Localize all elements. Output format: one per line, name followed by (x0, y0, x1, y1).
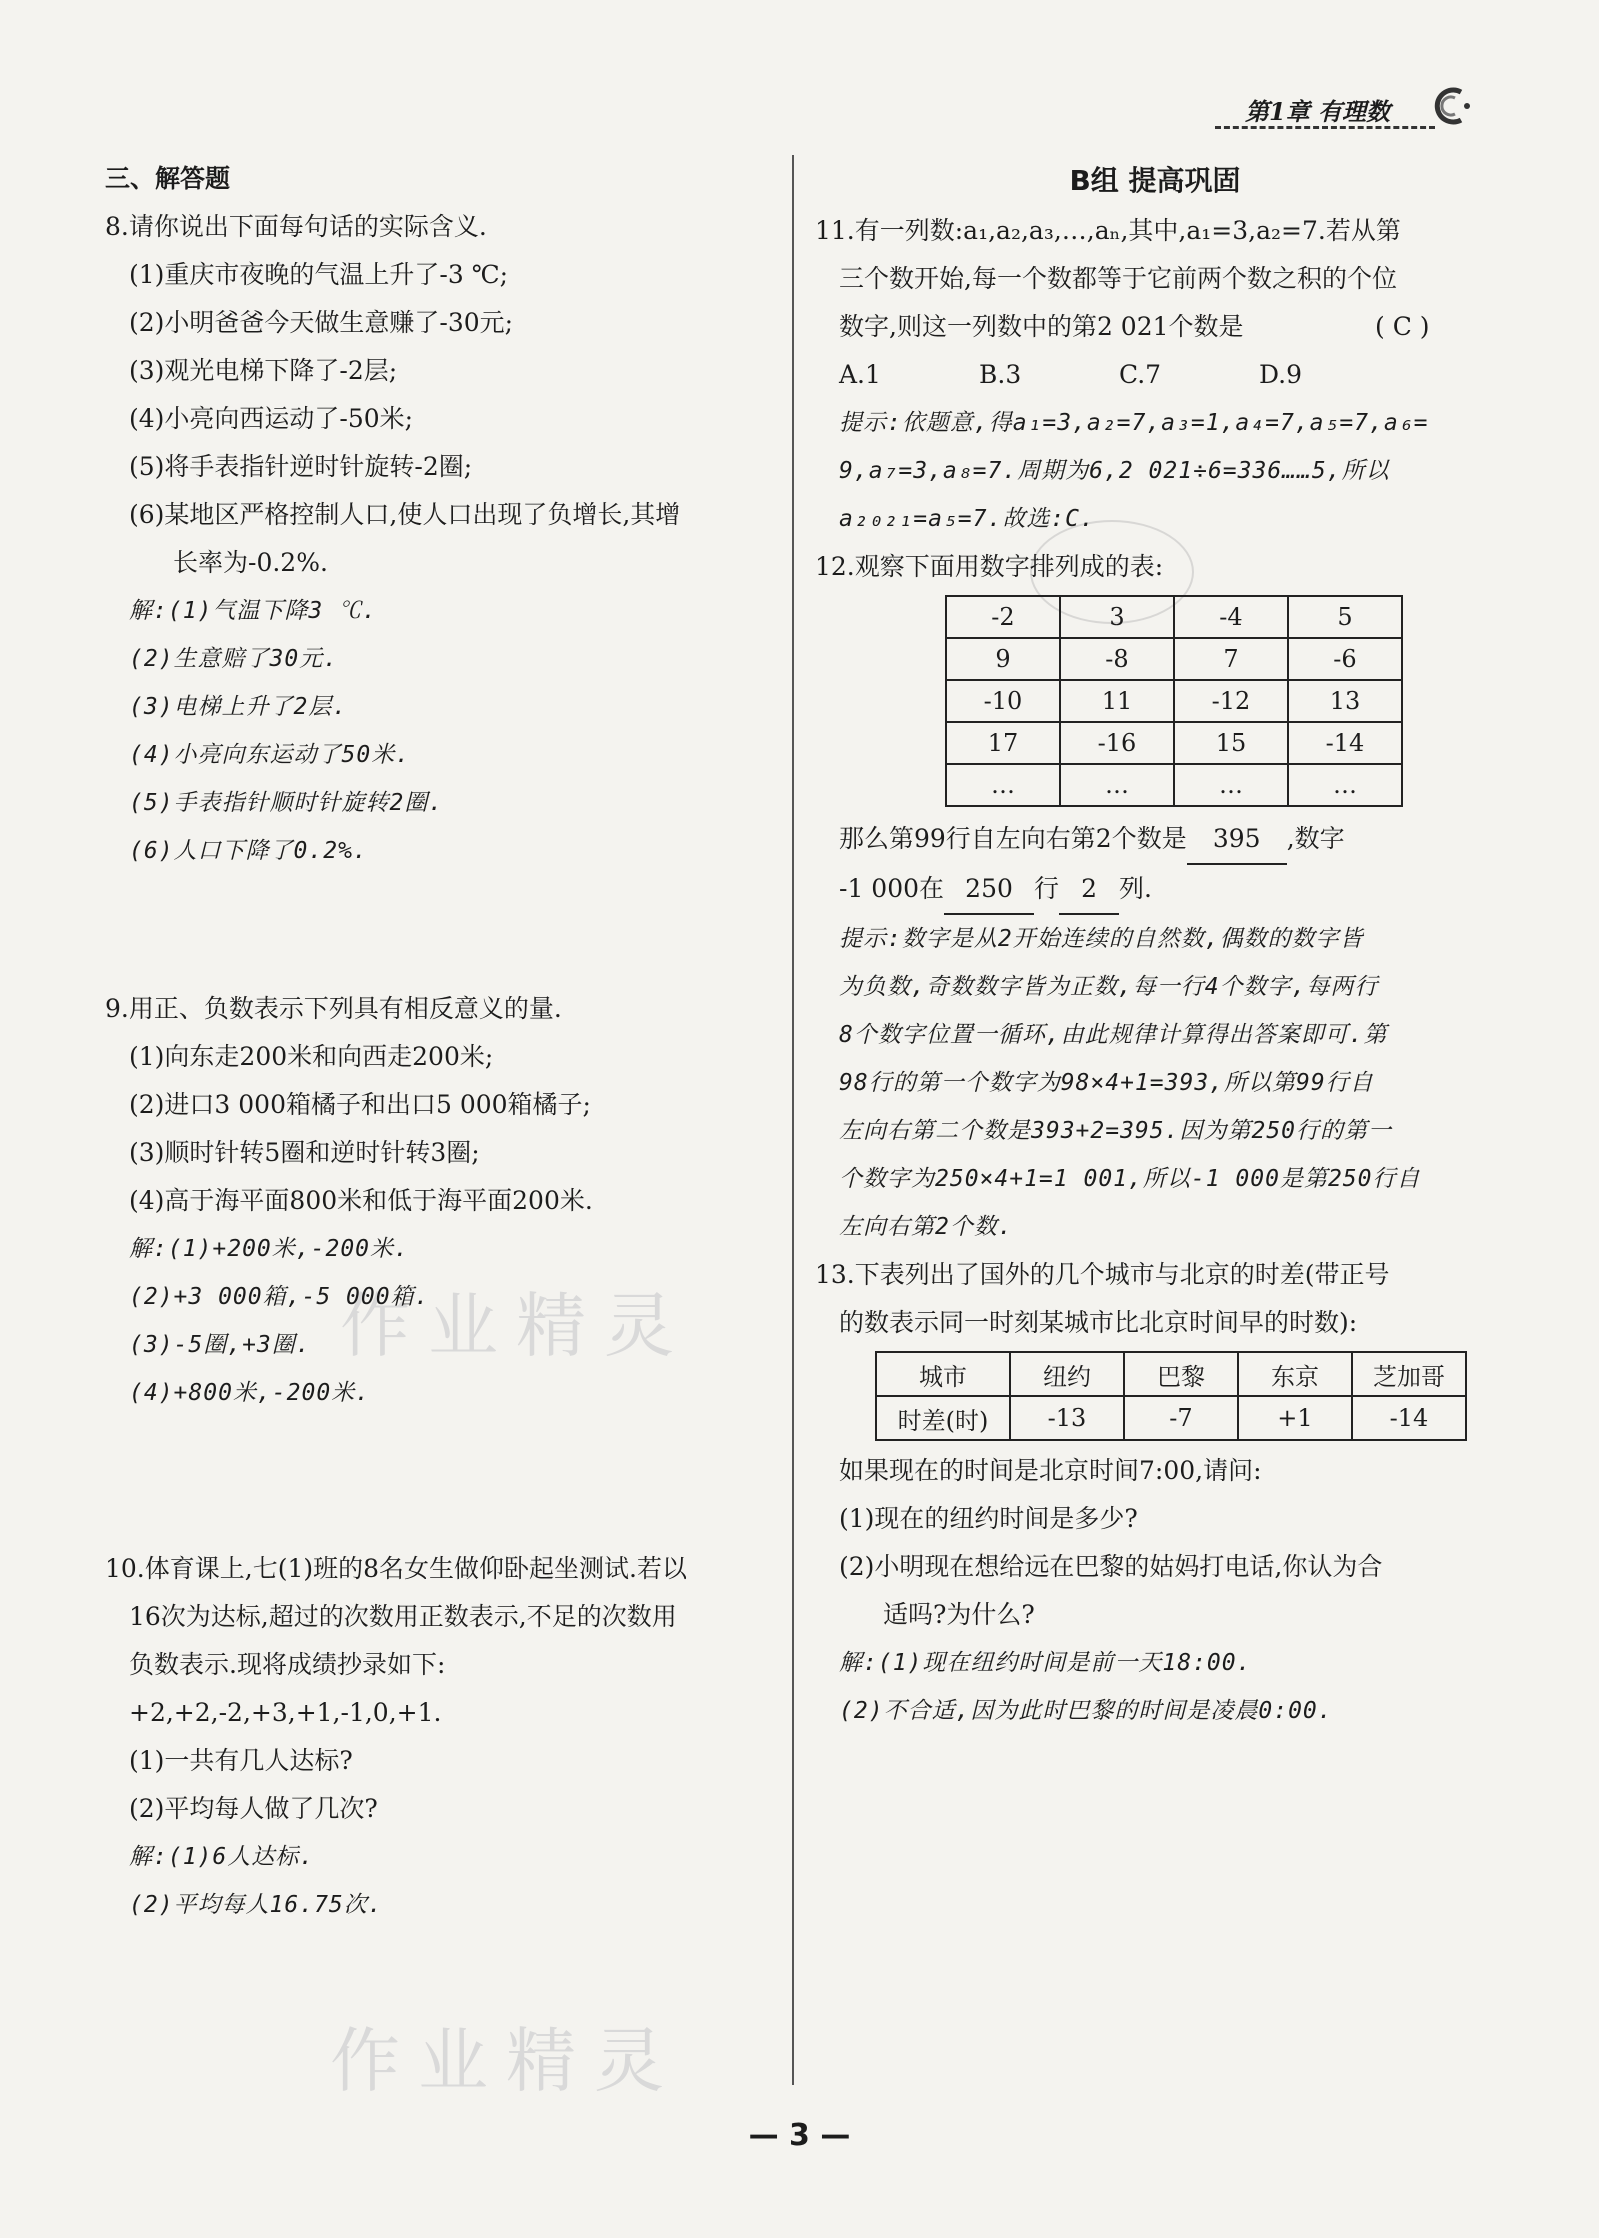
q12-hint: 98行的第一个数字为98×4+1=393,所以第99行自 (839, 1070, 1374, 1096)
q12-hint: 提示:数字是从2开始连续的自然数,偶数的数字皆 (839, 926, 1364, 952)
table-cell: 17 (946, 722, 1060, 764)
q10-solution: (2)平均每人16.75次. (129, 1892, 383, 1918)
table-cell: 3 (1060, 596, 1174, 638)
table-row (946, 722, 1402, 764)
question-13 (815, 1251, 1495, 1735)
q11-option: A.1 (839, 360, 881, 389)
chapter-title: 第1章 有理数 (1245, 97, 1391, 126)
table-header-cell: 巴黎 (1124, 1352, 1238, 1396)
header-rule (1215, 126, 1435, 129)
q8-solution: 解:(1)气温下降3 ℃. (129, 598, 377, 624)
q11-options (815, 351, 1495, 399)
q11-stem: 数字,则这一列数中的第2 021个数是 (839, 312, 1244, 341)
q12-fill-text: ,数字 (1286, 824, 1345, 853)
column-divider (792, 155, 794, 2085)
q9-stem: 9.用正、负数表示下列具有相反意义的量. (105, 994, 562, 1023)
question-8 (105, 203, 775, 875)
q12-hint: 为负数,奇数数字皆为正数,每一行4个数字,每两行 (839, 974, 1379, 1000)
table-row (876, 1396, 1466, 1440)
right-column (815, 155, 1495, 1735)
q11-answer: ( C ) (1375, 312, 1430, 341)
table-cell: 9 (946, 638, 1060, 680)
q8-item: (1)重庆市夜晚的气温上升了-3 ℃; (129, 260, 509, 289)
table-row (946, 596, 1402, 638)
q8-solution: (2)生意赔了30元. (129, 646, 339, 672)
table-header-row (876, 1352, 1466, 1396)
q11-stem: 三个数开始,每一个数都等于它前两个数之积的个位 (839, 264, 1397, 293)
q8-item: (6)某地区严格控制人口,使人口出现了负增长,其增 (129, 500, 681, 529)
table-cell: … (1288, 764, 1402, 806)
q12-fill-line2 (815, 865, 1495, 915)
q8-item: (4)小亮向西运动了-50米; (129, 404, 414, 433)
q8-item-cont: 长率为-0.2%. (173, 548, 328, 577)
table-cell: 时差(时) (876, 1396, 1010, 1440)
answer-blank: 250 (944, 865, 1034, 915)
table-cell: -16 (1060, 722, 1174, 764)
q12-hint: 个数字为250×4+1=1 001,所以-1 000是第250行自 (839, 1166, 1421, 1192)
q11-option: D.9 (1259, 360, 1303, 389)
q12-fill-text: 列. (1119, 874, 1152, 903)
q8-solution: (3)电梯上升了2层. (129, 694, 348, 720)
q13-question: 如果现在的时间是北京时间7:00,请问: (839, 1456, 1262, 1485)
q11-option: C.7 (1119, 360, 1162, 389)
watermark: 作业精灵 (330, 2020, 682, 2102)
page-number: — 3 — (748, 2118, 851, 2153)
q9-item: (3)顺时针转5圈和逆时针转3圈; (129, 1138, 480, 1167)
q9-item: (4)高于海平面800米和低于海平面200米. (129, 1186, 593, 1215)
table-cell: … (946, 764, 1060, 806)
q12-fill-text: -1 000在 (839, 874, 945, 903)
q13-item: (1)现在的纽约时间是多少? (839, 1504, 1138, 1533)
section-title: 三、解答题 (105, 164, 231, 193)
q13-stem: 的数表示同一时刻某城市比北京时间早的时数): (839, 1308, 1358, 1337)
q9-solution: (2)+3 000箱,-5 000箱. (129, 1284, 430, 1310)
table-cell: 5 (1288, 596, 1402, 638)
table-cell: -8 (1060, 638, 1174, 680)
q12-stem: 12.观察下面用数字排列成的表: (815, 552, 1164, 581)
question-11 (815, 207, 1495, 543)
q10-stem: 负数表示.现将成绩抄录如下: (129, 1650, 446, 1679)
watermark: 作业精灵 (340, 1285, 692, 1367)
q10-item: (2)平均每人做了几次? (129, 1794, 378, 1823)
q9-solution: (4)+800米,-200米. (129, 1380, 371, 1406)
q11-hint: 9,a₇=3,a₈=7.周期为6,2 021÷6=336……5,所以 (839, 458, 1390, 484)
q11-option: B.3 (979, 360, 1022, 389)
table-cell: -12 (1174, 680, 1288, 722)
table-row (946, 638, 1402, 680)
q11-stem: 11.有一列数:a₁,a₂,a₃,…,aₙ,其中,a₁=3,a₂=7.若从第 (815, 216, 1401, 245)
q10-stem: 10.体育课上,七(1)班的8名女生做仰卧起坐测试.若以 (105, 1554, 687, 1583)
q8-item: (3)观光电梯下降了-2层; (129, 356, 398, 385)
table-header-cell: 东京 (1238, 1352, 1352, 1396)
table-cell: -7 (1124, 1396, 1238, 1440)
group-title: B组 提高巩固 (1069, 164, 1241, 197)
q13-item: (2)小明现在想给远在巴黎的姑妈打电话,你认为合 (839, 1552, 1383, 1581)
q12-fill-line1 (815, 815, 1495, 865)
table-cell: … (1060, 764, 1174, 806)
table-cell: 11 (1060, 680, 1174, 722)
table-header-cell: 芝加哥 (1352, 1352, 1466, 1396)
q8-solution: (5)手表指针顺时针旋转2圈. (129, 790, 444, 816)
q11-stem-last (815, 303, 1495, 351)
answer-blank: 2 (1059, 865, 1119, 915)
q13-solution: (2)不合适,因为此时巴黎的时间是凌晨0:00. (839, 1698, 1333, 1724)
table-cell: -14 (1352, 1396, 1466, 1440)
q8-item: (2)小明爸爸今天做生意赚了-30元; (129, 308, 514, 337)
q10-stem: 16次为达标,超过的次数用正数表示,不足的次数用 (129, 1602, 677, 1631)
table-header-cell: 纽约 (1010, 1352, 1124, 1396)
table-cell: +1 (1238, 1396, 1352, 1440)
q12-fill-text: 那么第99行自左向右第2个数是 (839, 824, 1187, 853)
table-cell: -4 (1174, 596, 1288, 638)
q10-data: +2,+2,-2,+3,+1,-1,0,+1. (129, 1698, 442, 1727)
q13-solution: 解:(1)现在纽约时间是前一天18:00. (839, 1650, 1252, 1676)
q10-item: (1)一共有几人达标? (129, 1746, 353, 1775)
table-cell: -13 (1010, 1396, 1124, 1440)
q10-solution: 解:(1)6人达标. (129, 1844, 315, 1870)
timezone-table (875, 1351, 1467, 1441)
q13-stem: 13.下表列出了国外的几个城市与北京的时差(带正号 (815, 1260, 1390, 1289)
q9-solution: (3)-5圈,+3圈. (129, 1332, 311, 1358)
table-cell: -6 (1288, 638, 1402, 680)
number-table (945, 595, 1403, 807)
table-cell: -14 (1288, 722, 1402, 764)
q8-solution: (6)人口下降了0.2%. (129, 838, 368, 864)
answer-blank: 395 (1187, 815, 1287, 865)
q12-hint: 8个数字位置一循环,由此规律计算得出答案即可.第 (839, 1022, 1388, 1048)
q13-item-cont: 适吗?为什么? (883, 1600, 1035, 1629)
table-cell: -2 (946, 596, 1060, 638)
table-cell: 15 (1174, 722, 1288, 764)
question-12 (815, 543, 1495, 1251)
q9-item: (1)向东走200米和向西走200米; (129, 1042, 494, 1071)
q9-solution: 解:(1)+200米,-200米. (129, 1236, 409, 1262)
table-cell: 13 (1288, 680, 1402, 722)
q9-item: (2)进口3 000箱橘子和出口5 000箱橘子; (129, 1090, 591, 1119)
question-9 (105, 985, 593, 1417)
q11-hint: a₂₀₂₁=a₅=7.故选:C. (839, 506, 1095, 532)
q12-hint: 左向右第2个数. (839, 1214, 1013, 1240)
page-header (1215, 88, 1475, 128)
table-cell: -10 (946, 680, 1060, 722)
table-header-cell: 城市 (876, 1352, 1010, 1396)
chapter-logo-icon (1425, 82, 1473, 130)
q11-hint: 提示:依题意,得a₁=3,a₂=7,a₃=1,a₄=7,a₅=7,a₆= (839, 410, 1429, 436)
q8-solution: (4)小亮向东运动了50米. (129, 742, 411, 768)
q12-hint: 左向右第二个数是393+2=395.因为第250行的第一 (839, 1118, 1393, 1144)
table-row (946, 764, 1402, 806)
table-cell: 7 (1174, 638, 1288, 680)
q8-stem: 8.请你说出下面每句话的实际含义. (105, 212, 487, 241)
question-10 (105, 1545, 687, 1929)
table-cell: … (1174, 764, 1288, 806)
q8-item: (5)将手表指针逆时针旋转-2圈; (129, 452, 473, 481)
q12-fill-text: 行 (1034, 874, 1060, 903)
table-row (946, 680, 1402, 722)
